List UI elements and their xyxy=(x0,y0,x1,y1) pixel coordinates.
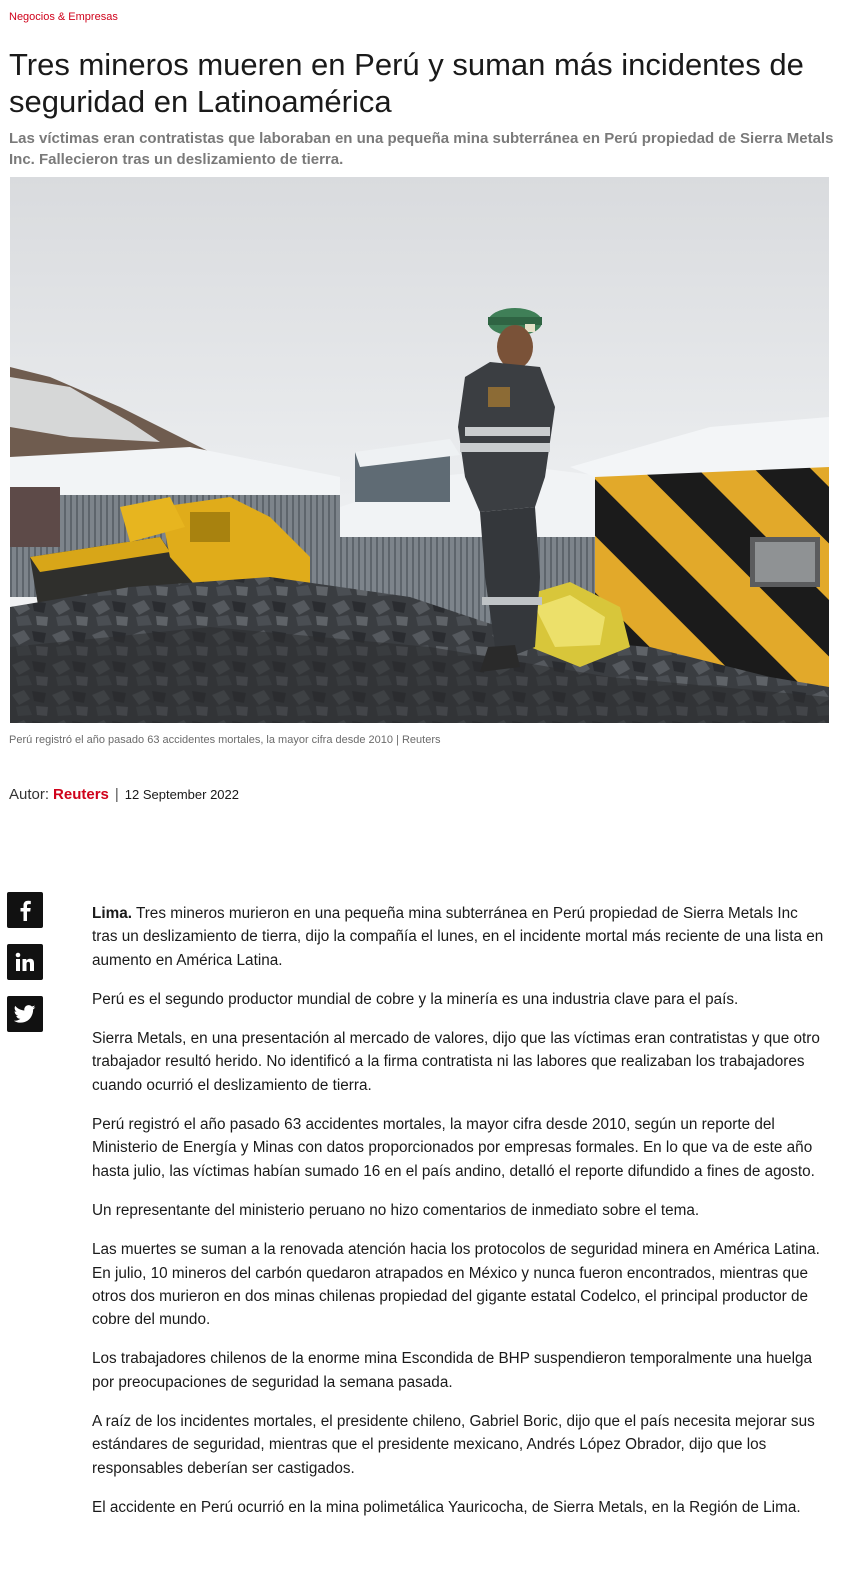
linkedin-icon xyxy=(15,952,35,972)
publish-date: 12 September 2022 xyxy=(124,787,239,802)
headline: Tres mineros mueren en Perú y suman más incidentes de seguridad en Latinoamérica xyxy=(9,47,804,119)
dateline: Lima. xyxy=(92,905,132,922)
share-twitter-button[interactable] xyxy=(7,996,43,1032)
author-link[interactable]: Reuters xyxy=(53,786,109,803)
byline-separator: | xyxy=(114,786,119,803)
article-paragraph: Sierra Metals, en una presentación al mercado de valores, dijo que las víctimas eran contratistas y que otro trabajador resultó herido. No identificó a la firma contratista ni las labores que realizaban los trabajadores cuando ocurrió el deslizamiento de tierra. xyxy=(92,1030,820,1094)
article-paragraph: Las muertes se suman a la renovada atención hacia los protocolos de seguridad minera en América Latina. En julio, 10 mineros del carbón quedaron atrapados en México y nunca fueron encontrados, mientras que otros dos murieron en dos minas chilenas propiedad del gigante estatal Codelco, el principal productor de cobre del mundo. xyxy=(92,1241,820,1329)
article-paragraph: El accidente en Perú ocurrió en la mina polimetálica Yauricocha, de Sierra Metals, en la Región de Lima. xyxy=(92,1498,801,1516)
article-paragraph: A raíz de los incidentes mortales, el presidente chileno, Gabriel Boric, dijo que el país necesita mejorar sus estándares de seguridad, mientras que el presidente mexicano, Andrés López Obrador, dijo que los responsables deberían ser castigados. xyxy=(92,1413,815,1477)
twitter-icon xyxy=(14,1005,36,1023)
section-link[interactable]: Negocios & Empresas xyxy=(9,11,118,23)
article-paragraph: Los trabajadores chilenos de la enorme mina Escondida de BHP suspendieron temporalmente una huelga por preocupaciones de seguridad la semana pasada. xyxy=(92,1350,812,1391)
image-caption: Perú registró el año pasado 63 accidentes mortales, la mayor cifra desde 2010 | Reuters xyxy=(9,734,441,746)
facebook-icon xyxy=(15,899,35,921)
share-facebook-button[interactable] xyxy=(7,892,43,928)
article-paragraph: Perú registró el año pasado 63 accidentes mortales, la mayor cifra desde 2010, según un reporte del Ministerio de Energía y Minas con datos proporcionados por empresas formales. En lo que va de este año hasta julio, las víctimas habían sumado 16 en el país andino, detalló el reporte difundido a fines de agosto. xyxy=(92,1116,815,1180)
byline-label: Autor: xyxy=(9,786,50,803)
article-paragraph: Perú es el segundo productor mundial de cobre y la minería es una industria clave para el país. xyxy=(92,990,739,1008)
article-paragraph: Lima. Tres mineros murieron en una pequeña mina subterránea en Perú propiedad de Sierra Metals Inc tras un deslizamiento de tierra, dijo la compañía el lunes, en el incidente mortal más reciente de una lista en aumento en América Latina. xyxy=(92,905,824,969)
article-paragraph: Un representante del ministerio peruano no hizo comentarios de inmediato sobre el tema. xyxy=(92,1201,700,1219)
share-linkedin-button[interactable] xyxy=(7,944,43,980)
article-body xyxy=(92,902,827,1535)
byline xyxy=(9,786,239,803)
subheadline: Las víctimas eran contratistas que laboraban en una pequeña mina subterránea en Perú propiedad de Sierra Metals Inc. Fallecieron tras un deslizamiento de tierra. xyxy=(9,130,834,168)
article-photo xyxy=(10,177,829,723)
